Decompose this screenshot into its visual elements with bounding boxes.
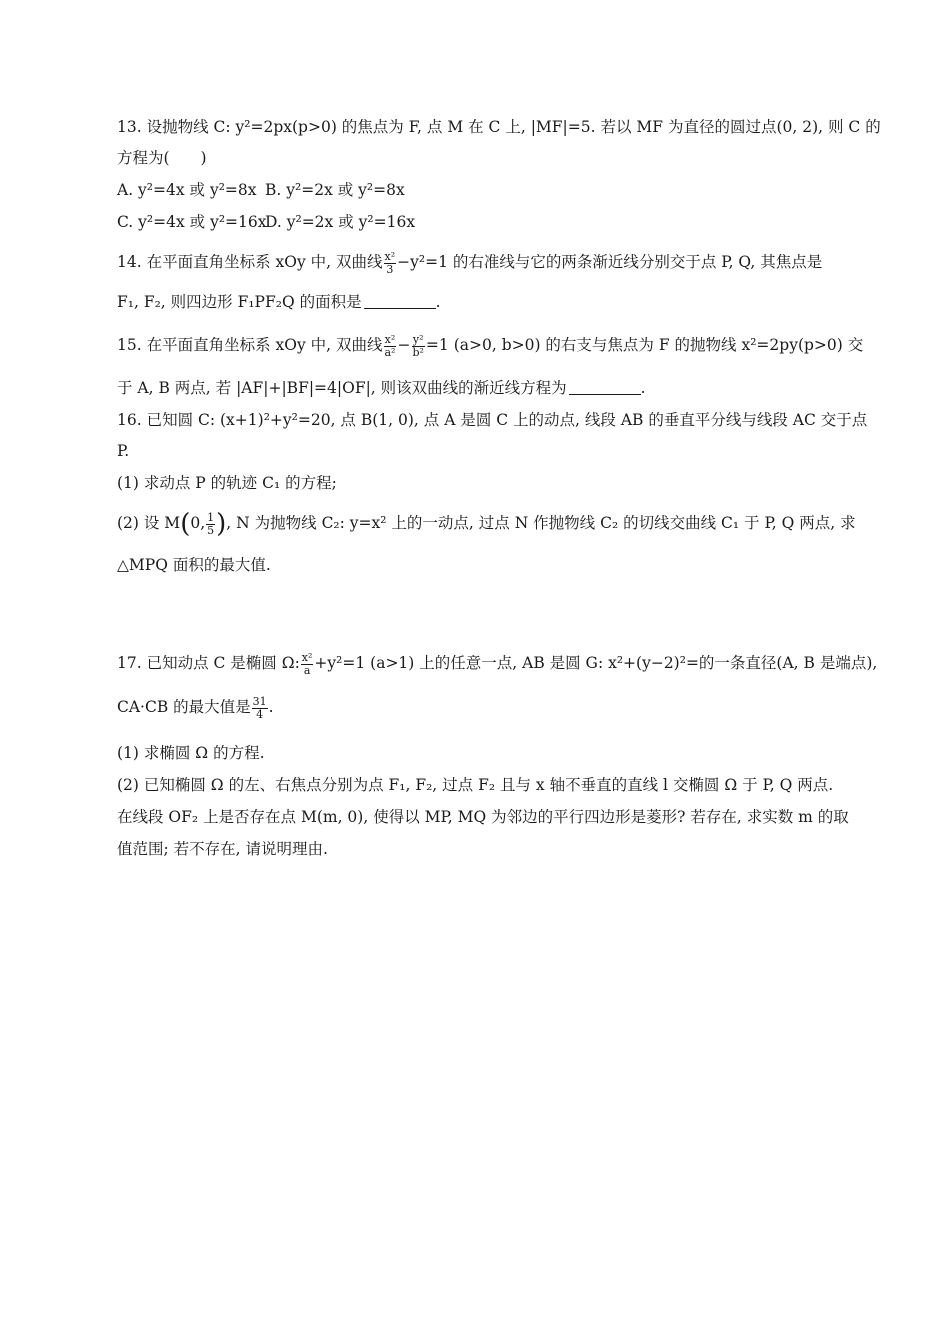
q15-minus: − [397,336,411,354]
q17-pre: 17. 已知动点 C 是椭圆 Ω: [117,654,300,672]
q17-frac-den: a [303,663,311,677]
q17-line2-pre: CA·CB 的最大值是 [117,698,251,716]
q15-f1-num: x² [384,332,396,346]
q16-zero: 0, [190,514,206,532]
q14-stem-line1 [117,247,822,277]
q17-sub2-line3: 值范围; 若不存在, 请说明理由. [117,840,328,858]
q15-fraction-2 [411,334,424,359]
q14-line2: F₁, F₂, 则四边形 F₁PF₂Q 的面积是 [117,293,362,311]
q13-option-c: C. y²=4x 或 y²=16x [117,213,267,231]
q15-post: =1 (a>0, b>0) 的右支与焦点为 F 的抛物线 x²=2py(p>0) 交 [425,336,864,354]
q15-line2-end: . [640,379,646,397]
q13-option-d: D. y²=2x 或 y²=16x [265,213,416,231]
q17-sub2-line1: (2) 已知椭圆 Ω 的左、右焦点分别为点 F₁, F₂, 过点 F₂ 且与 x 轴不垂直的直线 l 交椭圆 Ω 于 P, Q 两点. [117,776,834,794]
q14-stem-line2 [117,292,441,312]
q16-frac-num: 1 [207,510,215,524]
q14-frac-den: 3 [386,262,394,276]
q16-fraction [206,512,215,537]
q17-sub2-line2: 在线段 OF₂ 上是否存在点 M(m, 0), 使得以 MP, MQ 为邻边的平行四边形是菱形? 若存在, 求实数 m 的取 [117,808,849,826]
q17-line2-end: . [268,698,274,716]
q14-answer-blank[interactable] [364,294,436,309]
q16-paren-close: ) [216,509,227,539]
q17-frac-num: x² [301,650,313,664]
q15-fraction-1 [384,334,397,359]
q15-answer-blank[interactable] [569,380,641,395]
q13-option-b: B. y²=2x 或 y²=8x [265,181,405,199]
q15-stem-line1 [117,330,863,360]
q16-frac-den: 5 [207,523,215,537]
q13-stem-line1: 13. 设抛物线 C: y²=2px(p>0) 的焦点为 F, 点 M 在 C 上, |MF|=5. 若以 MF 为直径的圆过点(0, 2), 则 C 的 [117,118,881,136]
q14-line2-end: . [435,293,441,311]
q16-paren-open: ( [180,509,191,539]
q17-l2-frac-num: 31 [252,694,267,708]
q15-f2-num: y² [412,332,424,346]
q16-stem-line2: P. [117,442,130,460]
q13-stem-line2: 方程为( ) [117,149,207,167]
q17-sub1: (1) 求椭圆 Ω 的方程. [117,744,265,762]
q17-stem-line2 [117,692,274,722]
q16-sub2-line2: △MPQ 面积的最大值. [117,556,271,574]
q15-pre: 15. 在平面直角坐标系 xOy 中, 双曲线 [117,336,383,354]
q14-frac-num: x² [384,249,396,263]
q15-stem-line2 [117,378,646,398]
q17-stem-line1 [117,648,877,678]
q17-max-fraction [252,696,268,721]
q16-stem-line1: 16. 已知圆 C: (x+1)²+y²=20, 点 B(1, 0), 点 A 是圆 C 上的动点, 线段 AB 的垂直平分线与线段 AC 交于点 [117,411,868,429]
q15-f2-den: b² [412,345,424,359]
q14-pre: 14. 在平面直角坐标系 xOy 中, 双曲线 [117,253,383,271]
q17-l2-frac-den: 4 [256,707,264,721]
q14-post: −y²=1 的右准线与它的两条渐近线分别交于点 P, Q, 其焦点是 [397,253,823,271]
q17-post: +y²=1 (a>1) 上的任意一点, AB 是圆 G: x²+(y−2)²=的一条直径(A, B 是端点), [314,654,878,672]
q16-sub2-line1 [117,506,856,541]
q15-line2: 于 A, B 两点, 若 |AF|+|BF|=4|OF|, 则该双曲线的渐近线方程为 [117,379,567,397]
q17-fraction [301,652,314,677]
q13-option-a: A. y²=4x 或 y²=8x [117,181,257,199]
q16-sub2-pre: (2) 设 M [117,514,181,532]
q16-sub1: (1) 求动点 P 的轨迹 C₁ 的方程; [117,474,337,492]
q16-sub2-post: , N 为抛物线 C₂: y=x² 上的一动点, 过点 N 作抛物线 C₂ 的切线交曲线 C₁ 于 P, Q 两点, 求 [226,514,856,532]
q14-fraction [384,251,397,276]
q15-f1-den: a² [384,345,396,359]
